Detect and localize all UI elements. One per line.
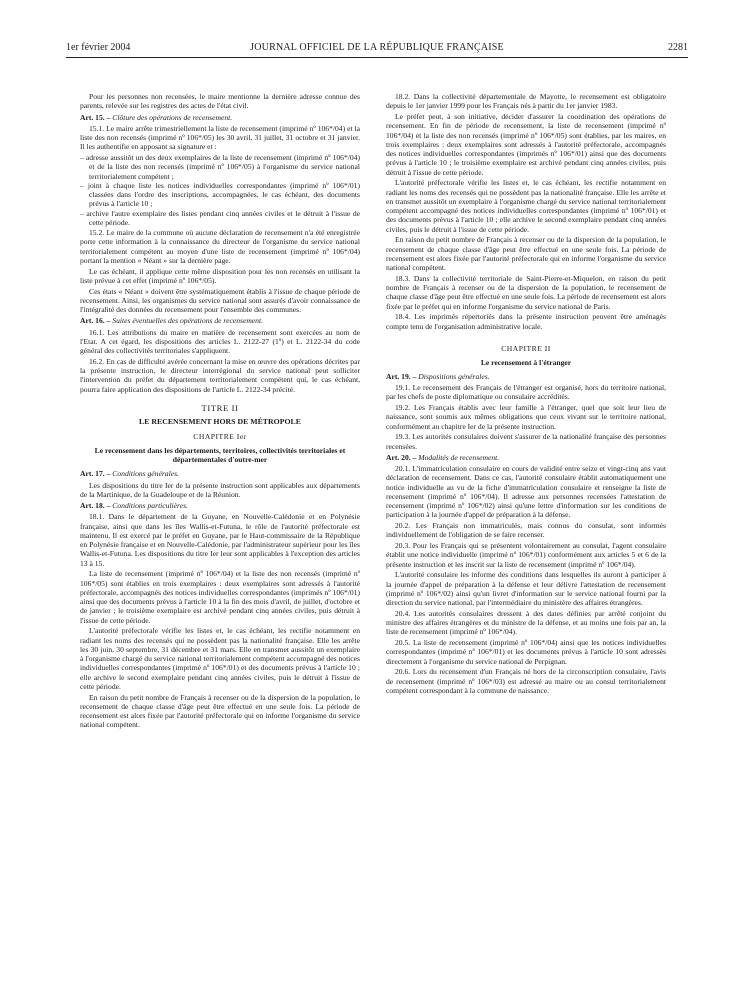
paragraph: Ces états « Néant » doivent être systématiquement établis à l'issue de chaque période de recensement. Ainsi, les organismes du service national sont assurés d'avoir connaissance de l'intégralité des données du recensement pour l'ensemble des communes. (80, 286, 360, 314)
article-17-label: Art. 17. – (80, 469, 111, 479)
article-19-label: Art. 19. – (386, 371, 417, 381)
chapter-2-subheading: Le recensement à l'étranger (480, 357, 572, 367)
paragraph: L'autorité consulaire les informe des conditions dans lesquelles ils auront à participer à la journée d'appel de préparation à la défense et leur délivre l'attestation de recensement (imprimé nº 106*/02) ainsi qu'un livret d'information sur le service national fourni par la direction du service national, par l'intermédiaire du ministère des affaires étrangères. (386, 570, 666, 608)
paragraph: En raison du petit nombre de Français à recenser ou de la dispersion de la population, le recensement de chaque classe d'âge peut être effectué en une seule fois. La période de recensement est alors fixée par l'autorité préfectorale qui en informe l'organisme du service national compétent. (80, 692, 360, 730)
paragraph-20-5: 20.5. La liste de recensement (imprimé nº 106*/04) ainsi que les notices individuelles correspondantes (imprimé nº 106*/01) et les documents prévus à l'article 10 sont adressés directement à l'organisme du service national de Perpignan. (386, 638, 666, 666)
titre-heading: TITRE II (201, 402, 239, 413)
article-15-heading (80, 113, 360, 122)
chapter-2-heading: CHAPITRE II (501, 344, 551, 354)
article-15-list (80, 153, 360, 227)
paragraph-18-1: 18.1. Dans le département de la Guyane, en Nouvelle-Calédonie et en Polynésie française, ainsi que dans les îles Wallis-et-Futuna, le rôle de l'autorité préfectorale est maintenu. Il est exercé par le préfet en Guyane, par le Haut-commissaire de la République en Polynésie française et en Nouvelle-Calédonie, par l'administrateur supérieur pour les îles Wallis-et-Futuna. Les dispositions du titre Ier leur sont applicables à l'exception des articles 13 à 15. (80, 512, 360, 568)
paragraph-20-3: 20.3. Pour les Français qui se présentent volontairement au consulat, l'agent consulaire établit une notice individuelle (imprimé nº 106*/01) conformément aux articles 5 et 6 de la présente instruction et les inscrit sur la liste de recensement (imprimé nº 106*/04). (386, 541, 666, 569)
paragraph: L'autorité préfectorale vérifie les listes et, le cas échéant, les rectifie notamment en radiant les noms des recensés qui ne possèdent pas la nationalité française. Elle les arrête les 30 juin, 30 septembre, 31 décembre et 31 mars. Elle en transmet aussitôt un exemplaire à l'organisme chargé du service national territorialement compétent accompagné des notices individuelles correspondantes (imprimé nº 106*/01) et des documents prévus à l'article 10 ; elle archive le second exemplaire pendant cinq années civiles, puis le détruit à l'issue de cette période. (80, 626, 360, 691)
paragraph-18-4: 18.4. Les imprimés répertoriés dans la présente instruction peuvent être aménagés compte tenu de l'organisation administrative locale. (386, 312, 666, 331)
article-16-title: Suites éventuelles des opérations de recensement. (112, 316, 263, 326)
intro-paragraph: Pour les personnes non recensées, le maire mentionne la dernière adresse connue des parents, relevée sur les registres des actes de l'état civil. (80, 92, 360, 111)
paragraph-20-4: 20.4. Les autorités consulaires dressent à des dates définies par arrêté conjoint du ministre des affaires étrangères et du ministre de la défense, et au moins une fois par an, la liste de recensement (imprimé nº 106*/04). (386, 608, 666, 637)
article-18-title: Conditions particulières. (112, 501, 188, 511)
article-18-label: Art. 18. – (80, 501, 111, 511)
titre-subheading: LE RECENSEMENT HORS DE MÉTROPOLE (139, 417, 301, 426)
header-date: 1er février 2004 (66, 42, 131, 53)
paragraph-19-3: 19.3. Les autorités consulaires doivent s'assurer de la nationalité française des personnes recensées. (386, 432, 666, 451)
right-column (386, 92, 666, 697)
chapter-1-subheading: Le recensement dans les départements, territoires, collectivités territoriales et départementales d'outre-mer (94, 445, 346, 464)
article-17-heading (80, 469, 360, 478)
paragraph-19-1: 19.1. Le recensement des Français de l'étranger est organisé, hors du territoire national, par les chefs de poste diplomatique ou consulaire accrédités. (386, 383, 666, 402)
paragraph-19-2: 19.2. Les Français établis avec leur famille à l'étranger, quel que soit leur lieu de naissance, sont soumis aux mêmes obligations que ceux vivant sur le territoire national, conformément au chapitre Ier de la présente instruction. (386, 403, 666, 431)
list-item: – archive l'autre exemplaire des listes pendant cinq années civiles et le détruit à l'issue de cette période. (80, 209, 360, 228)
list-item: – adresse aussitôt un des deux exemplaires de la liste de recensement (imprimé nº 106*/04) et de la liste des non recensés (imprimé nº 106*/05) à l'organisme du service national territorialement compétent ; (80, 153, 360, 181)
paragraph: Le préfet peut, à son initiative, décider d'assurer la coordination des opérations de recensement. En fin de période de recensement, la liste de recensement (imprimé nº 106*/04) et la liste des non recensés (imprimé nº 106*/05) sont établies, par les maires, en trois exemplaires : deux exemplaires sont adressés à l'autorité préfectorale, accompagnés des notices individuelles correspondantes (imprimés nº 106*/01) ainsi que des documents prévus à l'article 10 ; le troisième exemplaire est archivé pendant cinq années civiles, puis détruit à l'issue de cette période. (386, 112, 666, 177)
article-15-title: Clôture des opérations de recensement. (112, 112, 233, 122)
list-item: – joint à chaque liste les notices individuelles correspondantes (imprimé nº 106*/01) classées dans l'ordre des inscriptions, accompagnées, le cas échéant, des documents prévus à l'article 10 ; (80, 181, 360, 209)
paragraph-16-2: 16.2. En cas de difficulté avérée concernant la mise en œuvre des opérations décrites par la présente instruction, le directeur interrégional du service national peut solliciter l'intervention du préfet du département territorialement compétent qui, le cas échéant, pourra faire application des dispositions de l'article L. 2122-34 précité. (80, 356, 360, 394)
paragraph: En raison du petit nombre de Français à recenser ou de la dispersion de la population, le recensement de chaque classe d'âge peut être effectué en une seule fois. La période de recensement est alors fixée par l'autorité préfectorale qui en informe l'organisme du service national compétent. (386, 235, 666, 272)
paragraph-20-1: 20.1. L'immatriculation consulaire en cours de validité entre seize et vingt-cinq ans vaut déclaration de recensement. Dans ce cas, l'autorité consulaire établit automatiquement une notice individuelle au vu de la fiche d'immatriculation consulaire et renseigne la liste de recensement (imprimé nº 106*/04). Il adresse aux personnes recensées l'attestation de recensement (imprimé nº 106*/02) ainsi qu'une lettre d'information sur les conditions de participation à la journée d'appel de préparation à la défense. (386, 464, 666, 520)
article-18-heading (80, 501, 360, 510)
article-16-label: Art. 16. – (80, 316, 111, 326)
article-20-label: Art. 20. – (386, 452, 417, 462)
paragraph-20-6: 20.6. Lors du recensement d'un Français né hors de la circonscription consulaire, l'avis de recensement (imprimé nº 106*/03) est adressé au maire ou au consul territorialement compétent correspondant à la commune de naissance. (386, 667, 666, 695)
article-20-title: Modalités de recensement. (418, 452, 500, 462)
chapter-1-heading: CHAPITRE Ier (193, 432, 247, 442)
paragraph-18-2: 18.2. Dans la collectivité départementale de Mayotte, le recensement est obligatoire depuis le 1er janvier 1999 pour les Français nés à partir du 1er janvier 1983. (386, 92, 666, 111)
paragraph-15-1: 15.1. Le maire arrête trimestriellement la liste de recensement (imprimé nº 106*/04) et la liste des non recensés (imprimé nº 106*/05) les 30 avril, 31 juillet, 31 octobre et 31 janvier. Il les authentifie en apposant sa signature et : (80, 123, 360, 152)
paragraph: La liste de recensement (imprimé nº 106*/04) et la liste des non recensés (imprimé nº 106*/05) sont établies en trois exemplaires : deux exemplaires sont adressés à l'autorité préfectorale, accompagnés des notices individuelles correspondantes (imprimés nº 106*/01) ainsi que des documents prévus à l'article 10 à la fin des mois d'avril, de juillet, d'octobre et de janvier ; le troisième exemplaire est archivé pendant cinq années civiles, puis détruit à l'issue de cette période. (80, 569, 360, 625)
paragraph: Le cas échéant, il applique cette même disposition pour les non recensés en utilisant la liste prévue à cet effet (imprimé nº 106*/05). (80, 266, 360, 285)
article-19-heading (386, 372, 666, 381)
paragraph-20-2: 20.2. Les Français non immatriculés, mais connus du consulat, sont informés individuellement de l'obligation de se faire recenser. (386, 521, 666, 540)
article-16-heading (80, 316, 360, 325)
spacer (386, 332, 666, 340)
article-15-label: Art. 15. – (80, 112, 111, 122)
left-column (80, 92, 360, 731)
paragraph: L'autorité préfectorale vérifie les listes et, le cas échéant, les rectifie notamment en radiant les noms des recensés qui ne possèdent pas la nationalité française. Elle les arrête et en transmet aussitôt un exemplaire à l'organisme chargé du service national territorialement compétent accompagné des notices individuelles correspondantes (imprimé nº 106*/01) et des documents prévus à l'article 10 ; elle archive le second exemplaire pendant cinq années civiles, puis le détruit à l'issue de cette période. (386, 178, 666, 234)
header-journal-title: JOURNAL OFFICIEL DE LA RÉPUBLIQUE FRANÇAISE (250, 42, 504, 53)
page-header (66, 40, 688, 56)
article-20-heading (386, 453, 666, 462)
article-19-title: Dispositions générales. (418, 371, 490, 381)
paragraph-17: Les dispositions du titre Ier de la présente instruction sont applicables aux départements de la Martinique, de la Guadeloupe et de la Réunion. (80, 480, 360, 499)
paragraph-16-1: 16.1. Les attributions du maire en matière de recensement sont exercées au nom de l'Etat. A cet égard, les dispositions des articles L. 2122-27 (1º) et L. 2122-34 du code général des collectivités territoriales s'appliquent. (80, 327, 360, 355)
header-rule (66, 57, 688, 58)
paragraph-15-2: 15.2. Le maire de la commune où aucune déclaration de recensement n'a été enregistrée porte cette information à la connaissance du directeur de l'organisme du service national territorialement compétent au moyen d'une liste de recensement (imprimé nº 106*/04) portant la mention « Néant » sur la dernière page. (80, 228, 360, 265)
paragraph-18-3: 18.3. Dans la collectivité territoriale de Saint-Pierre-et-Miquelon, en raison du petit nombre de Français à recenser ou de la dispersion de la population, le recensement de chaque classe d'âge peut être effectué en une seule fois. La période de recensement est alors fixée par le préfet qui en informe l'organisme du service national de Paris. (386, 273, 666, 311)
article-17-title: Conditions générales. (112, 469, 179, 479)
header-page-number: 2281 (668, 42, 688, 53)
